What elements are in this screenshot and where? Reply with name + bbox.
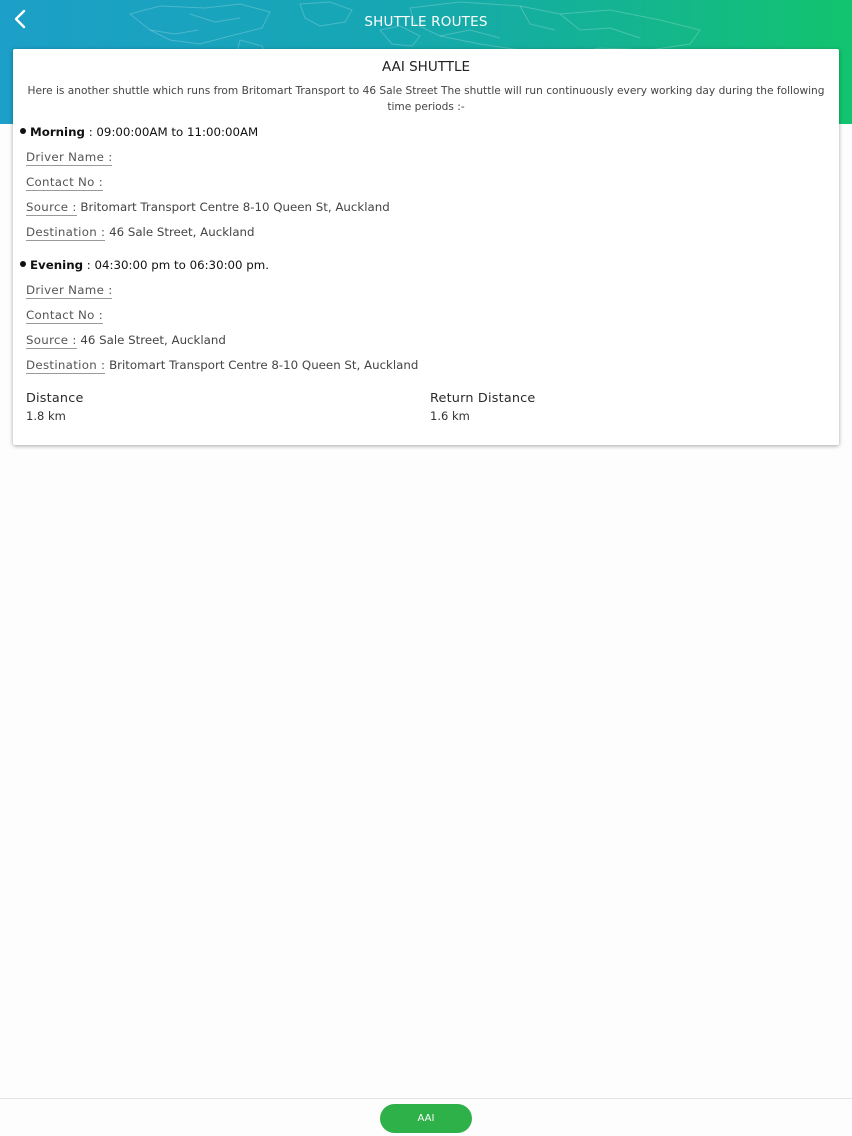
return-distance-value: 1.6 km bbox=[430, 409, 470, 423]
morning-time: : 09:00:00AM to 11:00:00AM bbox=[84, 125, 259, 139]
evening-source-row bbox=[26, 333, 226, 347]
shuttle-info-card bbox=[13, 49, 839, 445]
source-label: Source : bbox=[26, 333, 77, 347]
morning-destination-row bbox=[26, 225, 255, 239]
return-distance-label: Return Distance bbox=[430, 391, 536, 406]
morning-source-row bbox=[26, 200, 390, 214]
bullet-icon bbox=[20, 261, 26, 267]
morning-period bbox=[20, 125, 258, 139]
evening-period bbox=[20, 258, 269, 272]
morning-label: Morning bbox=[30, 125, 85, 139]
distance-value: 1.8 km bbox=[26, 409, 66, 423]
evening-driver-row bbox=[26, 283, 112, 297]
contact-no-label: Contact No : bbox=[26, 308, 104, 322]
distance-label: Distance bbox=[26, 391, 84, 406]
driver-name-label: Driver Name : bbox=[26, 150, 113, 164]
destination-label: Destination : bbox=[26, 358, 106, 372]
shuttle-title: AAI SHUTTLE bbox=[381, 59, 471, 75]
tab-aai[interactable]: AAI bbox=[380, 1104, 472, 1133]
source-value: 46 Sale Street, Auckland bbox=[76, 333, 226, 347]
source-label: Source : bbox=[26, 200, 77, 214]
evening-time: : 04:30:00 pm to 06:30:00 pm. bbox=[83, 258, 270, 272]
evening-destination-row bbox=[26, 358, 418, 372]
morning-driver-row bbox=[26, 150, 112, 164]
destination-label: Destination : bbox=[26, 225, 106, 239]
source-value: Britomart Transport Centre 8-10 Queen St, Auckland bbox=[76, 200, 390, 214]
destination-value: 46 Sale Street, Auckland bbox=[105, 225, 255, 239]
shuttle-description: Here is another shuttle which runs from Britomart Transport to 46 Sale Street The shuttle will run continuously every working day during the following time periods :- bbox=[27, 85, 825, 113]
contact-no-label: Contact No : bbox=[26, 175, 104, 189]
evening-contact-row bbox=[26, 308, 103, 322]
driver-name-label: Driver Name : bbox=[26, 283, 113, 297]
morning-contact-row bbox=[26, 175, 103, 189]
return-distance-block bbox=[430, 391, 536, 423]
page-title: SHUTTLE ROUTES bbox=[364, 14, 488, 30]
destination-value: Britomart Transport Centre 8-10 Queen St, Auckland bbox=[105, 358, 419, 372]
evening-label: Evening bbox=[30, 258, 84, 272]
bottom-tab-bar bbox=[0, 1098, 852, 1136]
distance-block bbox=[26, 391, 84, 423]
bullet-icon bbox=[20, 128, 26, 134]
